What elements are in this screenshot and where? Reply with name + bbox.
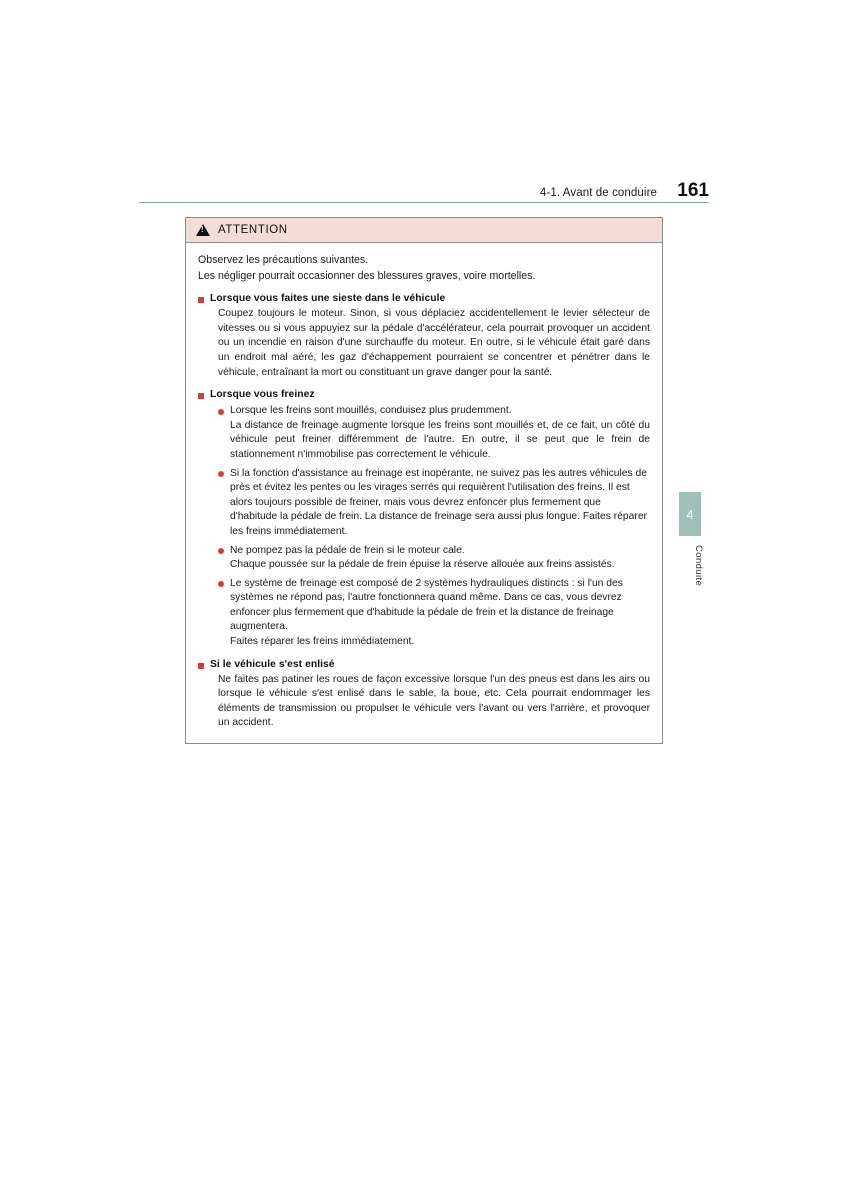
warning-section-body: Coupez toujours le moteur. Sinon, si vous déplaciez accidentellement le levier sélecteur de vitesses ou si vous appuyiez sur la pédale d'accélérateur, cela pourrait provoquer un accident ou un incendie en raison d'une surchauffe du moteur. En outre, si le véhicule était garé dans un endroit mal aéré, les gaz d'échappement pourraient se concentrer et pénétrer dans le véhicule, entraînant la mort ou constituant un grave danger pour la santé. — [218, 308, 650, 378]
warning-box-header — [186, 218, 662, 243]
warning-section — [198, 293, 650, 380]
warning-section-heading — [198, 293, 650, 304]
warning-triangle-icon — [196, 224, 210, 236]
list-item-head — [218, 577, 650, 635]
warning-title: ATTENTION — [218, 224, 288, 236]
list-item-head — [218, 544, 650, 559]
warning-section-heading — [198, 659, 650, 670]
list-item-head — [218, 467, 650, 540]
square-bullet-icon — [198, 297, 204, 303]
warning-intro-line-2: Les négliger pourrait occasionner des blessures graves, voire mortelles. — [198, 269, 536, 282]
warning-section — [198, 659, 650, 731]
list-item-body: Chaque poussée sur la pédale de frein épuise la réserve allouée aux freins assistés. — [230, 559, 615, 571]
warning-section-heading-text: Lorsque vous freinez — [210, 389, 315, 401]
page-number: 161 — [677, 180, 709, 201]
list-item — [218, 544, 650, 573]
list-item-head-text: Le système de freinage est composé de 2 systèmes hydrauliques distincts : si l'un des systèmes ne répond pas, l'autre fonctionnera quand même. Dans ce cas, vous devrez enfoncer plus fermement que d'habitude la pédale de frein et la distance de freinage augmentera. — [230, 577, 623, 633]
list-item-head-text: Ne pompez pas la pédale de frein si le moteur cale. — [230, 544, 465, 556]
square-bullet-icon — [198, 663, 204, 669]
list-item-head-text: Lorsque les freins sont mouillés, conduisez plus prudemment. — [230, 405, 512, 417]
warning-intro-line-1: Observez les précautions suivantes. — [198, 254, 369, 266]
warning-section — [198, 389, 650, 650]
warning-section-heading — [198, 389, 650, 400]
header-section-title: 4-1. Avant de conduire — [539, 187, 657, 199]
list-item-head-text: Si la fonction d'assistance au freinage est inopérante, ne suivez pas les autres véhicules de près et évitez les pentes ou les virages serrés qui requièrent l'utilisation des freins. Il est alors toujours possible de freiner, mais vous devrez enfoncer plus fermement que d'habitude la pédale de frein. La distance de freinage sera aussi plus longue. Faites réparer les freins immédiatement. — [230, 467, 647, 537]
warning-section-body: Ne faites pas patiner les roues de façon excessive lorsque l'un des pneus est dans les airs ou lorsque le véhicule s'est enlisé dans le sable, la boue, etc. Cela pourrait endommager les éléments de transmission ou propulser le véhicule vers l'avant ou vers l'arrière, et provoquer un accident. — [218, 673, 650, 729]
chapter-tab-number: 4 — [686, 506, 694, 522]
warning-box — [185, 217, 663, 744]
list-item-body: Faites réparer les freins immédiatement. — [230, 636, 415, 648]
round-bullet-icon — [218, 581, 224, 587]
list-item — [218, 577, 650, 650]
round-bullet-icon — [218, 409, 224, 415]
square-bullet-icon — [198, 393, 204, 399]
warning-section-heading-text: Lorsque vous faites une sieste dans le véhicule — [210, 293, 446, 305]
chapter-tab-label: Conduite — [693, 545, 704, 587]
round-bullet-icon — [218, 471, 224, 477]
list-item-head — [218, 404, 650, 419]
round-bullet-icon — [218, 548, 224, 554]
list-item-body: La distance de freinage augmente lorsque les freins sont mouillés et, de ce fait, un côté du véhicule peut freiner différemment de l'autre. En outre, il se peut que le frein de stationnement n'immobilise pas correctement le véhicule. — [230, 419, 650, 460]
header-divider — [139, 202, 709, 203]
warning-box-body — [186, 243, 662, 743]
list-item — [218, 404, 650, 462]
list-item — [218, 467, 650, 540]
warning-section-heading-text: Si le véhicule s'est enlisé — [210, 658, 335, 670]
chapter-tab — [679, 492, 701, 536]
